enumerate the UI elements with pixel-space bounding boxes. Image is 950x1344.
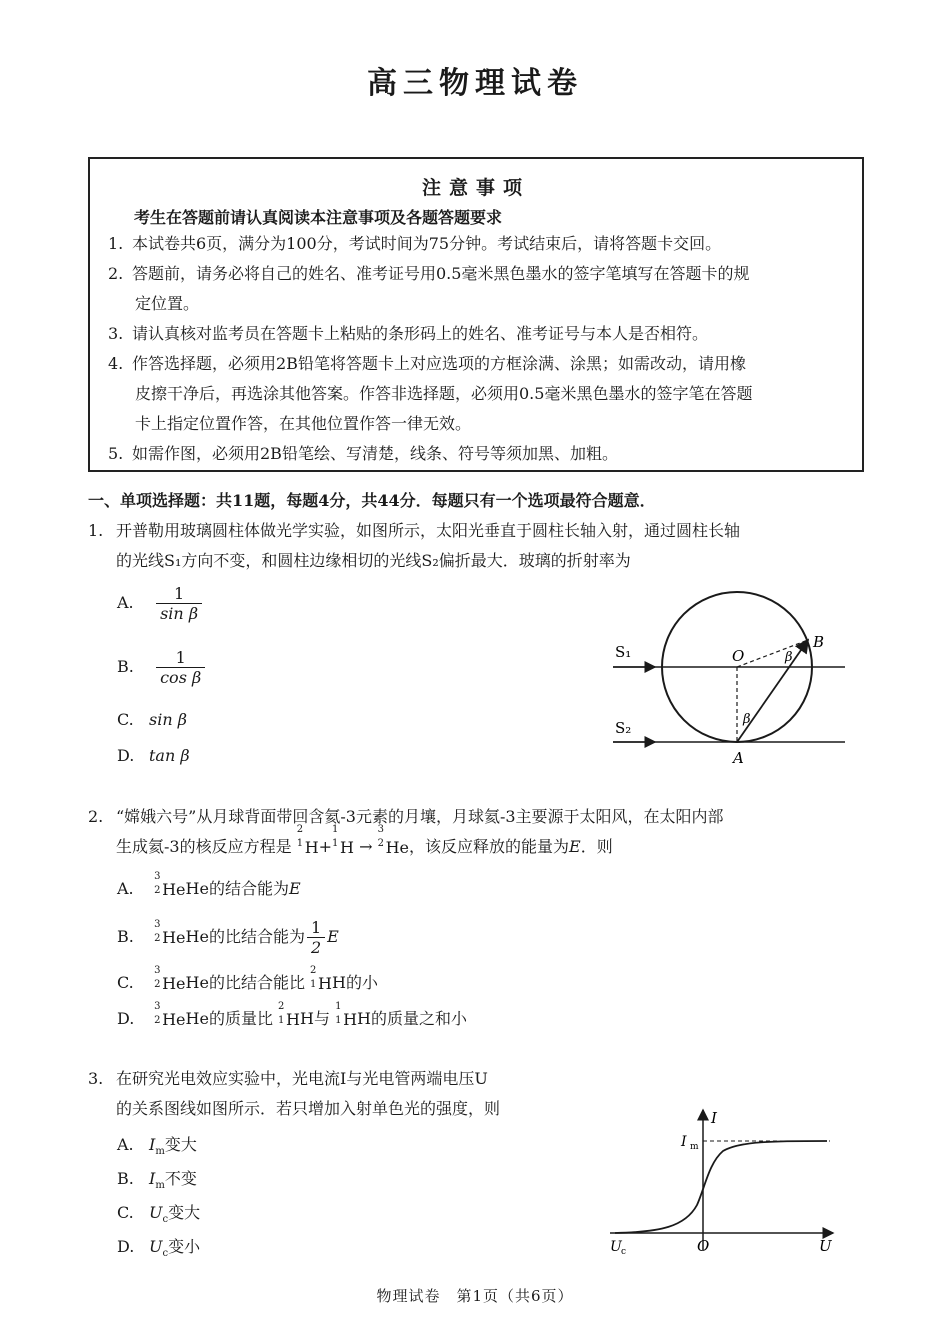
notice-item-2: 2. 答题前，请务必将自己的姓名、准考证号用0.5毫米黑色墨水的签字笔填写在答题卡的规 定位置。: [108, 264, 750, 313]
q2-option-b[interactable]: B. 3 2 HeHe的比结合能为 $\frac{1}{2}$ E: [117, 918, 339, 957]
label-b: B: [813, 633, 825, 651]
q2-option-a[interactable]: A. 3 2 HeHe的结合能为E: [117, 871, 301, 899]
q2-option-c[interactable]: C. 3 2 HeHe的比结合能比 2 1 HH的小: [117, 965, 378, 993]
label-im-sub: m: [690, 1142, 699, 1152]
notice-item-1: 1. 本试卷共6页，满分为100分，考试时间为75分钟。考试结束后，请将答题卡交回。: [108, 234, 722, 253]
question-2-stem: 2. “嫦娥六号”从月球背面带回含氦-3元素的月壤，月球氦-3主要源于太阳风，在太阳内部 生成氦-3的核反应方程是 2 1 H+ 1 1 H → 3 2 He，该反应释放的能量为E．则: [88, 802, 868, 863]
nuclide-h1: 1 1 H: [332, 823, 354, 857]
nuclide-h1: 1 1 H: [335, 1001, 358, 1029]
iv-curve: [615, 1141, 827, 1233]
fraction: $\frac{1}{\text{cos β}}$: [156, 648, 205, 687]
q1-figure-cylinder: [605, 585, 855, 770]
label-i: I: [711, 1109, 717, 1127]
q1-option-a[interactable]: A. $\frac{1}{\text{sin β}}$: [117, 584, 204, 623]
notice-item-4: 4. 作答选择题，必须用2B铅笔将答题卡上对应选项的方框涂满、涂黑；如需改动，请用橡 皮擦干净后，再选涂其他答案。作答非选择题，必须用0.5毫米黑色墨水的签字笔在答题 卡上指定位置作答，在其他位置作答一律无效。: [108, 354, 753, 433]
q3-option-a[interactable]: A. $I_m$变大: [117, 1135, 197, 1158]
nuclide-h2: 2 1 H: [296, 823, 319, 857]
label-o: O: [732, 647, 745, 665]
notice-item-3: 3. 请认真核对监考员在答题卡上粘贴的条形码上的姓名、准考证号与本人是否相符。: [108, 324, 709, 343]
q2-option-d[interactable]: D. 3 2 HeHe的质量比 2 1 HH与 1 1 HH的质量之和小: [117, 1001, 467, 1029]
nuclide-he3: 3 2 He: [154, 1001, 186, 1029]
label-o: O: [697, 1237, 710, 1255]
label-beta-bottom: β: [743, 712, 751, 727]
nuclide-h2: 2 1 H: [310, 965, 332, 993]
page-title: 高三物理试卷: [367, 66, 583, 101]
q3-option-c[interactable]: C. $U_c$变大: [117, 1203, 201, 1226]
nuclide-h2: 2 1 H: [278, 1001, 300, 1029]
label-beta-top: β: [785, 650, 793, 665]
label-uc: U: [610, 1239, 622, 1255]
q1-option-c[interactable]: C. sin β: [117, 710, 187, 729]
nuclide-he3: 3 2 He: [154, 871, 186, 899]
q1-option-d[interactable]: D. tan β: [117, 746, 190, 765]
nuclide-he3: 3 2 He: [154, 919, 186, 947]
label-uc-sub: c: [621, 1247, 627, 1255]
section-heading: 一、单项选择题：共11题，每题4分，共44分．每题只有一个选项最符合题意．: [88, 491, 656, 510]
label-s1: S₁: [615, 643, 632, 661]
page-footer: 物理试卷 第1页（共6页）: [376, 1287, 574, 1305]
question-3-stem: 3. 在研究光电效应实验中，光电流I与光电管两端电压U 的关系图线如图所示．若只增加入射单色光的强度，则: [88, 1069, 501, 1118]
question-1-stem: 1. 开普勒用玻璃圆柱体做光学实验，如图所示，太阳光垂直于圆柱长轴入射，通过圆柱长轴 的光线S₁方向不变，和圆柱边缘相切的光线S₂偏折最大．玻璃的折射率为: [88, 521, 741, 570]
nuclide-he3: 3 2 He: [154, 965, 186, 993]
label-im: I: [681, 1134, 687, 1150]
radius-ob-dashed: [737, 640, 808, 667]
fraction: $\frac{1}{\text{sin β}}$: [156, 584, 202, 623]
fraction: $\frac{1}{2}$: [307, 918, 325, 957]
nuclide-he3: 3 2 He: [377, 823, 410, 857]
label-a: A: [733, 749, 744, 767]
notice-subtitle: 考生在答题前请认真阅读本注意事项及各题答题要求: [134, 208, 503, 227]
notice-title: 注意事项: [421, 177, 530, 199]
q1-option-b[interactable]: B. $\frac{1}{\text{cos β}}$: [117, 648, 207, 687]
notice-box: [88, 157, 864, 472]
label-s2: S₂: [615, 719, 632, 737]
notice-item-5: 5. 如需作图，必须用2B铅笔绘、写清楚，线条、符号等须加黑、加粗。: [108, 444, 618, 463]
q3-option-b[interactable]: B. $I_m$不变: [117, 1169, 197, 1192]
q3-figure-iv-curve: [605, 1105, 845, 1255]
q3-option-d[interactable]: D. $U_c$变小: [117, 1237, 201, 1260]
label-u: U: [819, 1237, 832, 1255]
